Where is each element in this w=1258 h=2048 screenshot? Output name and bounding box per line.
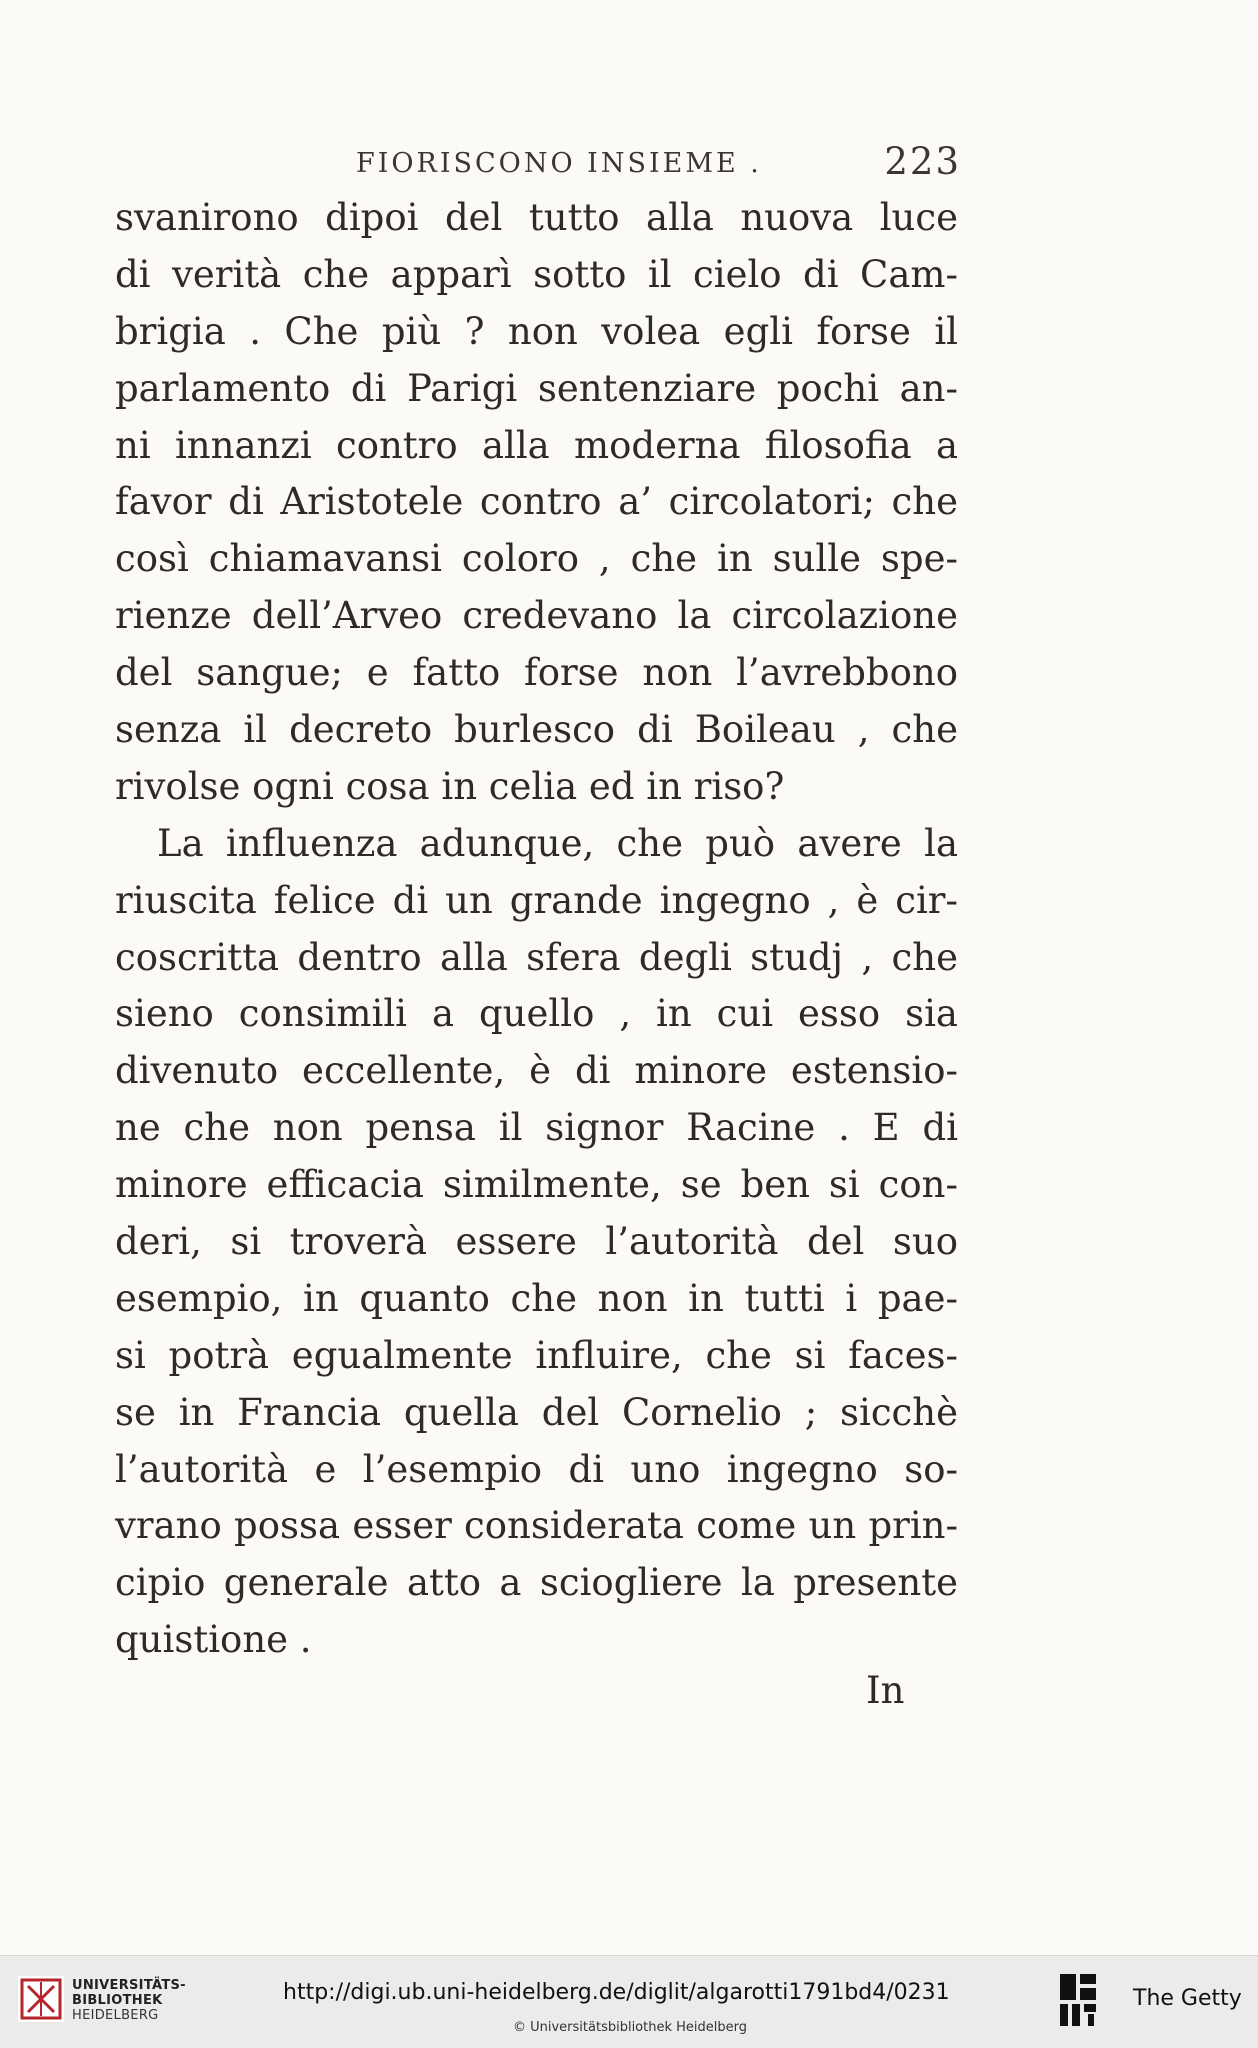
text-line: senza il decreto burlesco di Boileau , che [115, 708, 958, 752]
text-line: si potrà egualmente influire, che si faces- [115, 1333, 958, 1377]
text-line: favor di Aristotele contro a’ circolatori; che [115, 480, 958, 524]
partner-name: The Getty [1133, 1986, 1242, 2011]
text-line: se in Francia quella del Cornelio ; sicchè [115, 1390, 958, 1434]
copyright-notice: © Universitätsbibliothek Heidelberg [512, 2020, 747, 2035]
library-name [72, 1978, 186, 2023]
text-line: minore efficacia similmente, se ben si con- [115, 1163, 958, 1207]
text-line: vrano possa esser considerata come un prin- [115, 1504, 958, 1548]
page-number: 223 [884, 140, 961, 183]
text-line: svanirono dipoi del tutto alla nuova luce [115, 196, 958, 239]
getty-logo-icon[interactable] [1058, 1972, 1098, 2030]
permalink-url[interactable]: http://digi.ub.uni-heidelberg.de/diglit/algarotti1791bd4/0231 [283, 1980, 950, 2005]
library-name-line: HEIDELBERG [72, 2008, 159, 2023]
text-line: deri, si troverà essere l’autorità del suo [115, 1220, 958, 1264]
text-line: parlamento di Parigi sentenziare pochi an- [115, 366, 958, 410]
text-line: rivolse ogni cosa in celia ed in riso? [115, 764, 785, 808]
text-line: quistione . [115, 1618, 312, 1662]
text-line: così chiamavansi coloro , che in sulle spe- [115, 537, 958, 581]
text-line: rienze dell’Arveo credevano la circolazione [115, 594, 958, 638]
text-line: coscritta dentro alla sfera degli studj , che [115, 935, 958, 979]
footer-bar [0, 1955, 1258, 2048]
text-line: esempio, in quanto che non in tutti i pae- [115, 1276, 958, 1320]
text-line: ni innanzi contro alla moderna filosofia a [115, 423, 958, 467]
running-head: FIORISCONO INSIEME . [356, 148, 762, 179]
paragraph-start-line: La influenza adunque, che può avere la [157, 821, 958, 865]
library-name-line: BIBLIOTHEK [72, 1993, 163, 2008]
text-line: l’autorità e l’esempio di uno ingegno so- [115, 1447, 958, 1491]
text-line: riuscita felice di un grande ingegno , è cir- [115, 878, 958, 922]
text-line: del sangue; e fatto forse non l’avrebbono [115, 651, 958, 695]
body-text [115, 190, 958, 1669]
catchword: In [866, 1669, 905, 1712]
text-line: sieno consimili a quello , in cui esso sia [115, 992, 958, 1036]
text-line: brigia . Che più ? non volea egli forse il [115, 309, 958, 353]
library-name-line: UNIVERSITÄTS- [72, 1978, 186, 1993]
ub-heidelberg-logo-icon[interactable] [18, 1976, 64, 2022]
text-line: ne che non pensa il signor Racine . E di [115, 1106, 958, 1150]
text-line: divenuto eccellente, è di minore estensio- [115, 1049, 958, 1093]
text-line: di verità che apparì sotto il cielo di Cam- [115, 252, 958, 296]
text-line: cipio generale atto a sciogliere la presente [115, 1561, 958, 1605]
